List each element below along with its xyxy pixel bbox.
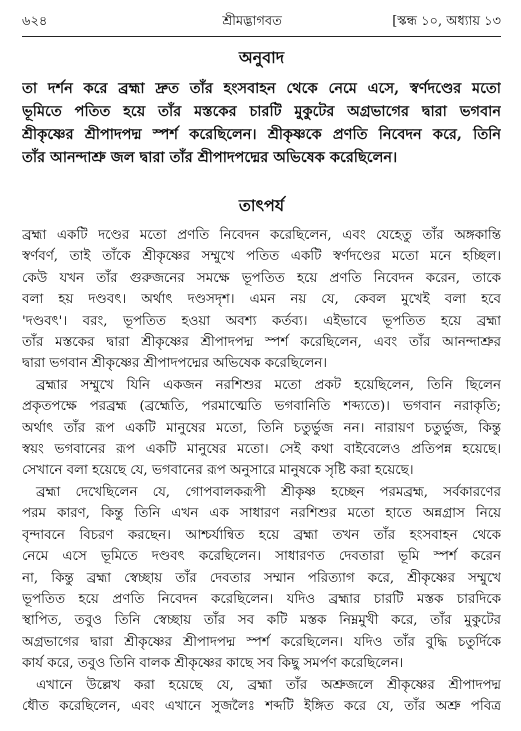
page-header xyxy=(22,12,501,34)
purport-heading: তাৎপর্য xyxy=(238,196,285,215)
translation-line: তা দর্শন করে ব্রহ্মা দ্রুত তাঁর হংসবাহন থেকে নেমে এসে, স্বর্ণদণ্ডের মতো xyxy=(22,80,501,97)
translation-line: শ্রীকৃষ্ণের শ্রীপাদপদ্ম স্পর্শ করেছিলেন। শ্রীকৃষ্ণকে প্রণতি নিবেদন করে, তিনি xyxy=(22,126,501,143)
translation-text xyxy=(22,77,501,169)
purport-line: বৃন্দাবনে বিচরণ করছেন। আশ্চর্যান্বিত হয়ে ব্রহ্মা তখন তাঁর হংসবাহন থেকে xyxy=(22,527,501,543)
purport-line: নেমে এসে ভূমিতে দণ্ডবৎ করেছিলেন। সাধারণত দেবতারা ভূমি স্পর্শ করেন xyxy=(22,549,501,565)
purport-line: স্বর্ণবর্ণ, তাই তাঁকে শ্রীকৃষ্ণের সম্মুখে পতিত একটি স্বর্ণদণ্ডের মতো মনে হচ্ছিল। xyxy=(22,249,501,265)
purport-paragraph xyxy=(22,482,501,675)
purport-line: ধৌত করেছিলেন, এবং এখানে সুজলৈঃ শব্দটি ইঙ্গিত করে যে, তাঁর অশ্রু পবিত্র xyxy=(22,698,501,714)
purport-line: সেখানে বলা হয়েছে যে, ভগবানের রূপ অনুসারে মানুষকে সৃষ্টি করা হয়েছে। xyxy=(22,463,414,479)
purport-line: এখানে উল্লেখ করা হয়েছে যে, ব্রহ্মা তাঁর অশ্রুজলে শ্রীকৃষ্ণের শ্রীপাদপদ্ম xyxy=(36,677,501,693)
purport-line: ব্রহ্মার সম্মুখে যিনি একজন নরশিশুর মতো প্রকট হয়েছিলেন, তিনি ছিলেন xyxy=(36,377,501,393)
purport-line: ব্রহ্মা একটি দণ্ডের মতো প্রণতি নিবেদন করেছিলেন, এবং যেহেতু তাঁর অঙ্গকান্তি xyxy=(22,228,501,243)
book-title: শ্রীমদ্ভাগবত xyxy=(222,14,282,29)
purport-paragraph xyxy=(22,375,501,482)
purport-line: ব্রহ্মা দেখেছিলেন যে, গোপবালকরূপী শ্রীকৃষ্ণ হচ্ছেন পরমব্রহ্ম, সর্বকারণের xyxy=(36,484,501,500)
purport-paragraph xyxy=(22,225,501,375)
purport-line: বলা হয় দণ্ডবৎ। অর্থাৎ দণ্ডসদৃশ। এমন নয় যে, কেবল মুখেই বলা হবে xyxy=(22,292,501,308)
purport-text xyxy=(22,225,501,717)
purport-line: পরম কারণ, কিন্তু তিনি এখন এক সাধারণ নরশিশুর মতো হাতে অন্নগ্রাস নিয়ে xyxy=(22,506,501,522)
purport-line: 'দণ্ডবৎ'। বরং, ভূপতিত হওয়া অবশ্য কর্তব্য। এইভাবে ভূপতিত হয়ে ব্রহ্মা xyxy=(22,313,501,329)
purport-line: না, কিন্তু ব্রহ্মা স্বেচ্ছায় তাঁর দেবতার সম্মান পরিত্যাগ করে, শ্রীকৃষ্ণের সম্মুখে xyxy=(22,570,501,586)
purport-line: দ্বারা ভগবান শ্রীকৃষ্ণের শ্রীপাদপদ্মের অভিষেক করেছিলেন। xyxy=(22,356,327,372)
purport-line: তাঁর মস্তকের দ্বারা শ্রীকৃষ্ণের শ্রীপাদপদ্ম স্পর্শ করেছিলেন, এবং তাঁর আনন্দাশ্রুর xyxy=(22,335,501,351)
translation-heading: অনুবাদ xyxy=(238,48,285,67)
purport-line: অর্থাৎ তাঁর রূপ একটি মানুষের মতো, তিনি চতুর্ভুজ নন। নারায়ণ চতুর্ভুজ, কিন্তু xyxy=(22,420,501,436)
purport-line: কার্য করে, তবুও তিনি বালক শ্রীকৃষ্ণের কাছে সব কিছু সমর্পণ করেছিলেন। xyxy=(22,656,404,672)
purport-paragraph xyxy=(22,675,501,718)
purport-line: কেউ যখন তাঁর গুরুজনের সমক্ষে ভূপতিত হয়ে প্রণতি নিবেদন করেন, তাকে xyxy=(22,270,501,286)
purport-line: অগ্রভাগের দ্বারা শ্রীকৃষ্ণের শ্রীপাদপদ্ম স্পর্শ করেছিলেন। যদিও তাঁর বুদ্ধি চতুর্দিকে xyxy=(22,634,501,650)
purport-line: ভূপতিত হয়ে প্রণতি নিবেদন করেছিলেন। যদিও ব্রহ্মার চারটি মস্তক চারদিকে xyxy=(22,591,501,607)
chapter-reference: [স্কন্ধ ১০, অধ্যায় ১৩ xyxy=(392,14,501,29)
translation-line: তাঁর আনন্দাশ্রু জল দ্বারা তাঁর শ্রীপাদপদ্মের অভিষেক করেছিলেন। xyxy=(22,149,398,166)
header-divider xyxy=(22,36,501,37)
purport-line: স্থাপিত, তবুও তিনি স্বেচ্ছায় তাঁর সব কটি মস্তক নিম্নমুখী করে, তাঁর মুকুটের xyxy=(22,613,501,629)
translation-line: ভূমিতে পতিত হয়ে তাঁর মস্তকের চারটি মুকুটের অগ্রভাগের দ্বারা ভগবান xyxy=(22,103,501,120)
page-number: ৬২৪ xyxy=(22,14,48,29)
purport-line: প্রকৃতপক্ষে পরব্রহ্ম (ব্রহ্মেতি, পরমাত্মেতি ভগবানিতি শব্দ্যতে)। ভগবান নরাকৃতি; xyxy=(22,399,501,415)
purport-line: স্বয়ং ভগবানের রূপ একটি মানুষের মতো। সেই কথা বাইবেলেও প্রতিপন্ন হয়েছে। xyxy=(22,442,501,458)
